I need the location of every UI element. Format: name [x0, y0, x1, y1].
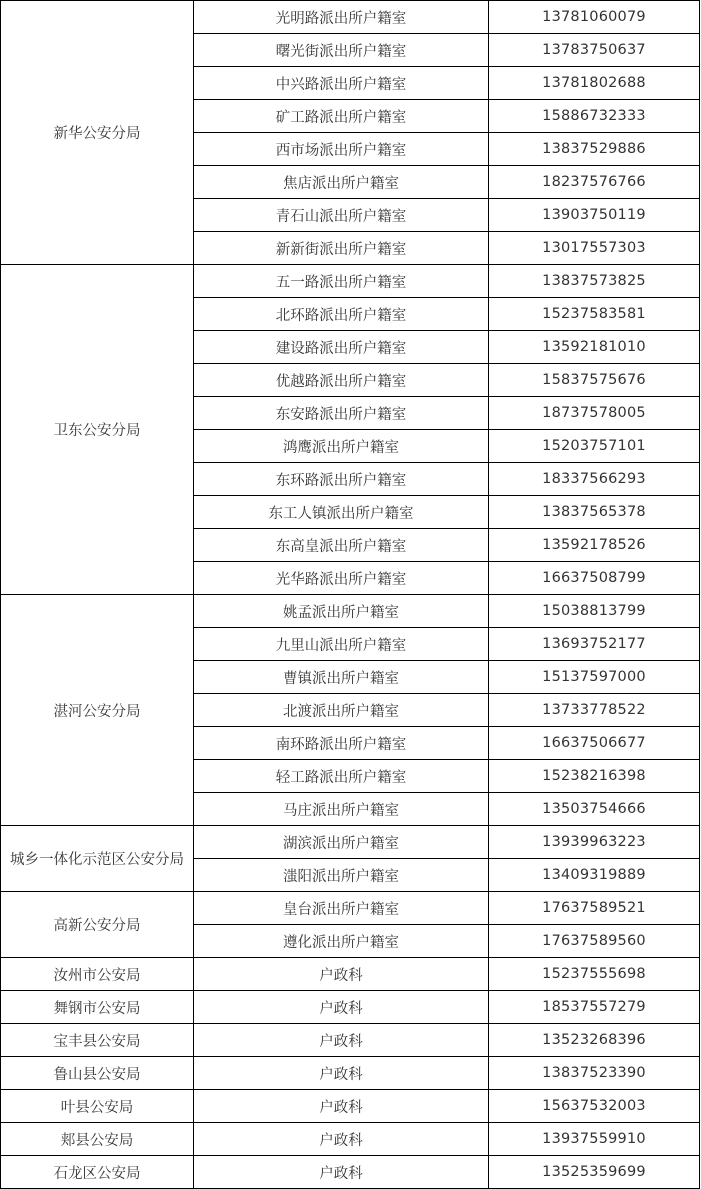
phone-cell: 15886732333 — [489, 100, 700, 133]
station-cell: 湖滨派出所户籍室 — [194, 826, 489, 859]
bureau-cell: 汝州市公安局 — [1, 958, 194, 991]
station-cell: 中兴路派出所户籍室 — [194, 67, 489, 100]
table-row — [1, 1024, 700, 1057]
table-row — [1, 1090, 700, 1123]
station-cell: 户政科 — [194, 1024, 489, 1057]
phone-cell: 13837529886 — [489, 133, 700, 166]
station-cell: 新新街派出所户籍室 — [194, 232, 489, 265]
station-cell: 东工人镇派出所户籍室 — [194, 496, 489, 529]
phone-cell: 18237576766 — [489, 166, 700, 199]
bureau-cell: 卫东公安分局 — [1, 265, 194, 595]
phone-cell: 15137597000 — [489, 661, 700, 694]
station-cell: 马庄派出所户籍室 — [194, 793, 489, 826]
phone-cell: 16637506677 — [489, 727, 700, 760]
phone-cell: 15203757101 — [489, 430, 700, 463]
phone-cell: 13903750119 — [489, 199, 700, 232]
phone-cell: 15038813799 — [489, 595, 700, 628]
station-cell: 建设路派出所户籍室 — [194, 331, 489, 364]
phone-cell: 13783750637 — [489, 34, 700, 67]
bureau-cell: 舞钢市公安局 — [1, 991, 194, 1024]
station-cell: 九里山派出所户籍室 — [194, 628, 489, 661]
station-cell: 东环路派出所户籍室 — [194, 463, 489, 496]
phone-cell: 15637532003 — [489, 1090, 700, 1123]
phone-cell: 13733778522 — [489, 694, 700, 727]
bureau-cell: 宝丰县公安局 — [1, 1024, 194, 1057]
station-cell: 北渡派出所户籍室 — [194, 694, 489, 727]
station-cell: 曹镇派出所户籍室 — [194, 661, 489, 694]
station-cell: 东安路派出所户籍室 — [194, 397, 489, 430]
station-cell: 矿工路派出所户籍室 — [194, 100, 489, 133]
station-cell: 户政科 — [194, 958, 489, 991]
station-cell: 优越路派出所户籍室 — [194, 364, 489, 397]
phone-cell: 15237555698 — [489, 958, 700, 991]
station-cell: 青石山派出所户籍室 — [194, 199, 489, 232]
station-cell: 北环路派出所户籍室 — [194, 298, 489, 331]
table-row — [1, 1123, 700, 1156]
phone-cell: 13937559910 — [489, 1123, 700, 1156]
phone-cell: 18737578005 — [489, 397, 700, 430]
phone-cell: 13592181010 — [489, 331, 700, 364]
phone-cell: 13693752177 — [489, 628, 700, 661]
station-cell: 光明路派出所户籍室 — [194, 1, 489, 34]
station-cell: 焦店派出所户籍室 — [194, 166, 489, 199]
phone-cell: 13409319889 — [489, 859, 700, 892]
table-row — [1, 991, 700, 1024]
station-cell: 光华路派出所户籍室 — [194, 562, 489, 595]
phone-cell: 13781060079 — [489, 1, 700, 34]
phone-cell: 13503754666 — [489, 793, 700, 826]
table-row — [1, 958, 700, 991]
table-row — [1, 1, 700, 34]
bureau-cell: 郏县公安局 — [1, 1123, 194, 1156]
bureau-cell: 湛河公安分局 — [1, 595, 194, 826]
phone-cell: 13939963223 — [489, 826, 700, 859]
station-cell: 东高皇派出所户籍室 — [194, 529, 489, 562]
table-row — [1, 595, 700, 628]
station-cell: 鸿鹰派出所户籍室 — [194, 430, 489, 463]
phone-cell: 13837573825 — [489, 265, 700, 298]
station-cell: 遵化派出所户籍室 — [194, 925, 489, 958]
table-row — [1, 826, 700, 859]
station-cell: 南环路派出所户籍室 — [194, 727, 489, 760]
table-row — [1, 265, 700, 298]
bureau-cell: 城乡一体化示范区公安分局 — [1, 826, 194, 892]
phone-cell: 17637589560 — [489, 925, 700, 958]
phone-cell: 13523268396 — [489, 1024, 700, 1057]
station-cell: 户政科 — [194, 1057, 489, 1090]
phone-cell: 13017557303 — [489, 232, 700, 265]
phone-cell: 13592178526 — [489, 529, 700, 562]
table-row — [1, 1057, 700, 1090]
table-row — [1, 1156, 700, 1189]
phone-cell: 17637589521 — [489, 892, 700, 925]
bureau-cell: 鲁山县公安局 — [1, 1057, 194, 1090]
phone-cell: 15238216398 — [489, 760, 700, 793]
station-cell: 曙光街派出所户籍室 — [194, 34, 489, 67]
station-cell: 五一路派出所户籍室 — [194, 265, 489, 298]
table-row — [1, 892, 700, 925]
phone-cell: 15837575676 — [489, 364, 700, 397]
phone-cell: 13781802688 — [489, 67, 700, 100]
phone-cell: 16637508799 — [489, 562, 700, 595]
contact-table-body — [1, 1, 700, 1189]
station-cell: 滍阳派出所户籍室 — [194, 859, 489, 892]
station-cell: 姚孟派出所户籍室 — [194, 595, 489, 628]
bureau-cell: 石龙区公安局 — [1, 1156, 194, 1189]
station-cell: 皇台派出所户籍室 — [194, 892, 489, 925]
bureau-cell: 叶县公安局 — [1, 1090, 194, 1123]
bureau-cell: 新华公安分局 — [1, 1, 194, 265]
station-cell: 西市场派出所户籍室 — [194, 133, 489, 166]
phone-cell: 13837565378 — [489, 496, 700, 529]
station-cell: 轻工路派出所户籍室 — [194, 760, 489, 793]
phone-cell: 18537557279 — [489, 991, 700, 1024]
station-cell: 户政科 — [194, 991, 489, 1024]
phone-cell: 15237583581 — [489, 298, 700, 331]
station-cell: 户政科 — [194, 1123, 489, 1156]
bureau-cell: 高新公安分局 — [1, 892, 194, 958]
station-cell: 户政科 — [194, 1090, 489, 1123]
station-cell: 户政科 — [194, 1156, 489, 1189]
phone-cell: 13525359699 — [489, 1156, 700, 1189]
phone-cell: 18337566293 — [489, 463, 700, 496]
phone-cell: 13837523390 — [489, 1057, 700, 1090]
